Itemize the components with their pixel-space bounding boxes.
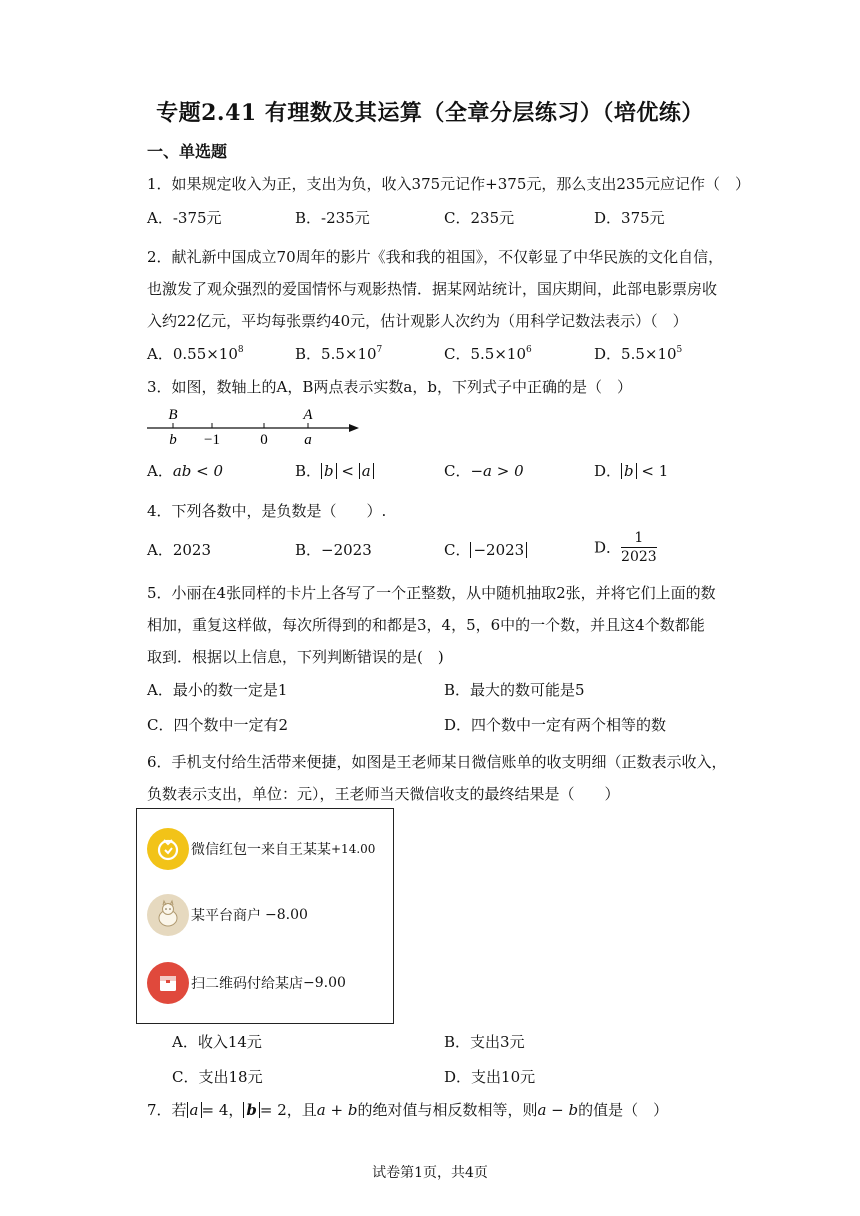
q6-option-c: C．支出18元	[172, 1068, 263, 1086]
bill-row-3-amount: −9.00	[303, 975, 346, 991]
merchant-avatar-icon	[147, 894, 189, 936]
point-b-label: B	[168, 407, 178, 423]
qr-payment-icon	[147, 962, 189, 1004]
q6-option-a: A．收入14元	[172, 1033, 262, 1051]
q3-option-a: A．ab < 0	[147, 462, 224, 480]
question-1-text: 1．如果规定收入为正，支出为负，收入375元记作+375元，那么支出235元应记作（ ）	[147, 175, 751, 193]
question-5-line-1: 5．小丽在4张同样的卡片上各写了一个正整数，从中随机抽取2张，并将它们上面的数	[147, 584, 716, 602]
bill-row-3-label: 扫二维码付给某店	[191, 976, 303, 992]
value-b-label: b	[169, 432, 177, 447]
bill-row-3	[147, 962, 346, 1004]
question-3-text: 3．如图，数轴上的A，B两点表示实数a，b，下列式子中正确的是（ ）	[147, 378, 632, 396]
bill-row-2-amount: −8.00	[265, 907, 308, 923]
bill-row-2-label: 某平台商户	[191, 908, 261, 924]
wechat-bill-figure	[136, 808, 394, 1024]
q1-option-d: D．375元	[594, 209, 665, 227]
q6-option-b: B．支出3元	[444, 1033, 525, 1051]
q1-option-c: C．235元	[444, 209, 515, 227]
question-6-line-2: 负数表示支出，单位：元），王老师当天微信收支的最终结果是（ ）	[147, 785, 620, 803]
bill-row-1	[147, 828, 375, 870]
q6-option-d: D．支出10元	[444, 1068, 536, 1086]
q1-option-a: A．-375元	[147, 209, 222, 227]
number-line-figure	[143, 401, 365, 447]
red-packet-coin-icon	[147, 828, 189, 870]
question-5-line-3: 取到．根据以上信息，下列判断错误的是( )	[147, 648, 444, 666]
q5-option-b: B．最大的数可能是5	[444, 681, 585, 699]
q5-option-d: D．四个数中一定有两个相等的数	[444, 716, 667, 734]
zero-label: 0	[260, 432, 268, 447]
question-2-line-1: 2．献礼新中国成立70周年的影片《我和我的祖国》，不仅彰显了中华民族的文化自信，	[147, 248, 724, 266]
number-line-arrow	[349, 424, 359, 432]
q2-option-a: A．$0.55\times 10^8$	[147, 345, 244, 363]
q3-option-b: B． b < a	[295, 461, 374, 481]
q2-option-d: D．$5.5\times 10^5$	[594, 345, 683, 363]
q1-option-b: B．-235元	[295, 209, 370, 227]
question-4-text: 4．下列各数中，是负数是（ ）.	[147, 502, 387, 520]
q5-option-c: C．四个数中一定有2	[147, 716, 289, 734]
q2-option-b: B．$5.5\times 10^7$	[295, 345, 383, 363]
q2-option-c: C．$5.5\times 10^6$	[444, 345, 532, 363]
bill-row-2	[147, 894, 308, 936]
q3-option-c: C．−a > 0	[444, 462, 524, 480]
page-title: 专题2.41 有理数及其运算（全章分层练习）（培优练）	[156, 100, 704, 126]
question-2-line-3: 入约22亿元，平均每张票约40元，估计观影人次约为（用科学记数法表示）（ ）	[147, 312, 688, 330]
q4-option-d: D． $\frac{1}{2023}$	[594, 530, 657, 565]
question-2-line-2: 也激发了观众强烈的爱国情怀与观影热情．据某网站统计，国庆期间，此部电影票房收	[147, 280, 718, 298]
question-7-text: 7．若 a = 4， b = 2，且a + b的绝对值与相反数相等，则a − b的值是（ ）	[147, 1101, 669, 1119]
point-a-label: A	[303, 407, 313, 423]
question-6-line-1: 6．手机支付给生活带来便捷，如图是王老师某日微信账单的收支明细（正数表示收入，	[147, 753, 727, 771]
q4-option-a: A．2023	[147, 541, 212, 559]
q4-option-c: C． −2023	[444, 540, 527, 560]
value-a-label: a	[304, 432, 312, 447]
q3-option-d: D． b < 1	[594, 462, 669, 480]
page-footer: 试卷第1页，共4页	[372, 1165, 488, 1181]
q4-option-b: B．−2023	[295, 541, 372, 559]
bill-row-1-label: 微信红包一来自王某某	[191, 842, 331, 858]
fraction: $\frac{1}{2023}$	[621, 530, 657, 565]
bill-row-1-amount: +14.00	[331, 842, 376, 856]
minus-one-label: −1	[204, 432, 220, 447]
q5-option-a: A．最小的数一定是1	[147, 681, 288, 699]
section-heading: 一、单选题	[147, 142, 228, 161]
question-5-line-2: 相加，重复这样做，每次所得到的和都是3，4，5，6中的一个数，并且这4个数都能	[147, 616, 705, 634]
